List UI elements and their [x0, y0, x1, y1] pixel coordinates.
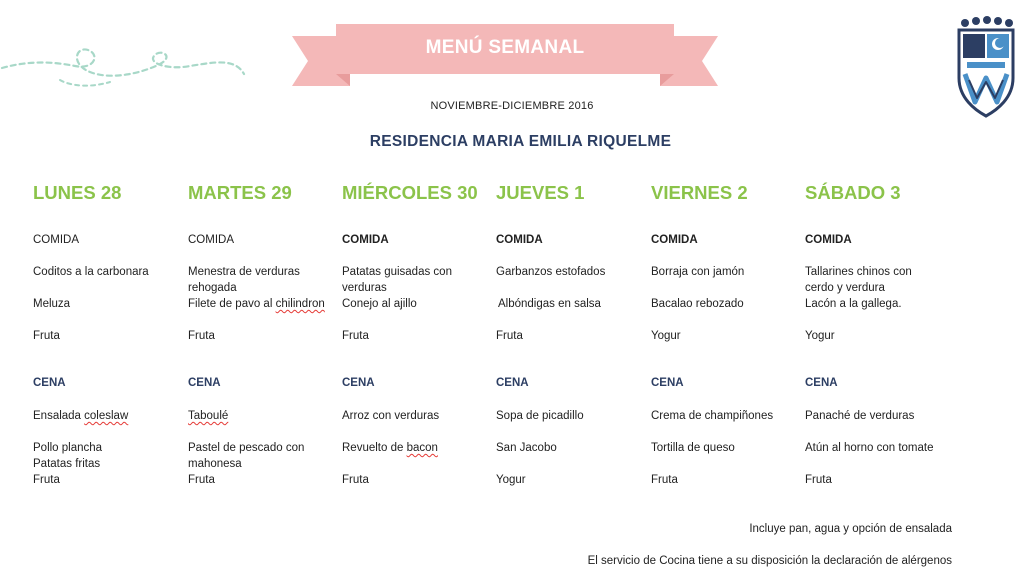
lunch-label: COMIDA: [188, 234, 234, 246]
lunch-dish: Meluza: [33, 298, 71, 310]
residence-name: RESIDENCIA MARIA EMILIA RIQUELME: [369, 133, 672, 150]
lunch-dish: Yogur: [651, 330, 681, 342]
day-heading: VIERNES 2: [651, 182, 748, 203]
day-column-sabado: [805, 182, 955, 486]
day-heading: MIÉRCOLES 30: [342, 182, 478, 203]
dinner-dish: Fruta: [188, 474, 215, 486]
dinner-dish: Arroz con verduras: [342, 410, 440, 422]
lunch-dish: Bacalao rebozado: [651, 298, 744, 310]
dinner-dish: Atún al horno con tomate: [805, 442, 934, 454]
lunch-dish: Conejo al ajillo: [342, 298, 417, 310]
day-heading: MARTES 29: [188, 182, 292, 203]
lunch-dish: Patatas guisadas con verduras: [342, 266, 452, 294]
dinner-dish: Panaché de verduras: [805, 410, 915, 422]
lunch-label: COMIDA: [342, 234, 389, 246]
day-column-miercoles: [342, 182, 492, 486]
day-heading: SÁBADO 3: [805, 182, 901, 203]
dinner-label: CENA: [342, 377, 375, 389]
dinner-dish: Yogur: [496, 474, 526, 486]
dinner-label: CENA: [805, 377, 838, 389]
dinner-dish: Crema de champiñones: [651, 410, 774, 422]
dinner-dish: Taboulé: [188, 410, 229, 422]
dinner-dish: Fruta: [342, 474, 369, 486]
lunch-label: COMIDA: [651, 234, 698, 246]
day-column-viernes: [651, 182, 801, 486]
lunch-dish: Lacón a la gallega.: [805, 298, 902, 310]
dinner-dish: Fruta: [33, 474, 60, 486]
dinner-label: CENA: [651, 377, 684, 389]
lunch-label: COMIDA: [805, 234, 852, 246]
lunch-label: COMIDA: [33, 234, 79, 246]
dinner-dish: Fruta: [651, 474, 678, 486]
day-heading: JUEVES 1: [496, 182, 585, 203]
lunch-dish: Tallarines chinos con cerdo y verdura: [805, 266, 912, 294]
day-column-jueves: [496, 182, 646, 486]
dinner-label: CENA: [188, 377, 221, 389]
lunch-dish: Fruta: [342, 330, 369, 342]
dinner-dish: San Jacobo: [496, 442, 557, 454]
dinner-dish: Ensalada coleslaw: [33, 410, 129, 422]
lunch-dish: Fruta: [188, 330, 215, 342]
day-heading: LUNES 28: [33, 182, 122, 203]
dinner-dish: Pollo plancha: [33, 442, 103, 454]
dinner-dish: Sopa de picadillo: [496, 410, 584, 422]
dinner-dish: Pastel de pescado con mahonesa: [188, 442, 305, 470]
footer-note-included: Incluye pan, agua y opción de ensalada: [749, 523, 952, 535]
residence-crest-logo: [955, 16, 1017, 120]
dinner-label: CENA: [496, 377, 529, 389]
lunch-dish: Coditos a la carbonara: [33, 266, 149, 278]
footer-note-allergens: El servicio de Cocina tiene a su disposición la declaración de alérgenos: [587, 555, 952, 567]
dinner-label: CENA: [33, 377, 66, 389]
dinner-dish: Revuelto de bacon: [342, 442, 438, 454]
lunch-label: COMIDA: [496, 234, 543, 246]
day-column-lunes: [33, 182, 183, 486]
date-range: NOVIEMBRE-DICIEMBRE 2016: [430, 100, 594, 112]
page-title: MENÚ SEMANAL: [425, 37, 585, 58]
dinner-dish: Tortilla de queso: [651, 442, 735, 454]
lunch-dish: Borraja con jamón: [651, 266, 745, 278]
lunch-dish: Fruta: [496, 330, 523, 342]
dinner-dish: Fruta: [805, 474, 832, 486]
lunch-dish: Menestra de verduras rehogada: [188, 266, 300, 294]
lunch-dish: Garbanzos estofados: [496, 266, 606, 278]
dinner-dish: Patatas fritas: [33, 458, 101, 470]
decorative-swirl: [0, 40, 250, 100]
day-column-martes: [188, 182, 338, 486]
lunch-dish: Albóndigas en salsa: [498, 298, 601, 310]
lunch-dish: Yogur: [805, 330, 835, 342]
lunch-dish: Fruta: [33, 330, 60, 342]
title-banner: [290, 22, 720, 92]
lunch-dish: Filete de pavo al chilindron: [188, 298, 325, 310]
